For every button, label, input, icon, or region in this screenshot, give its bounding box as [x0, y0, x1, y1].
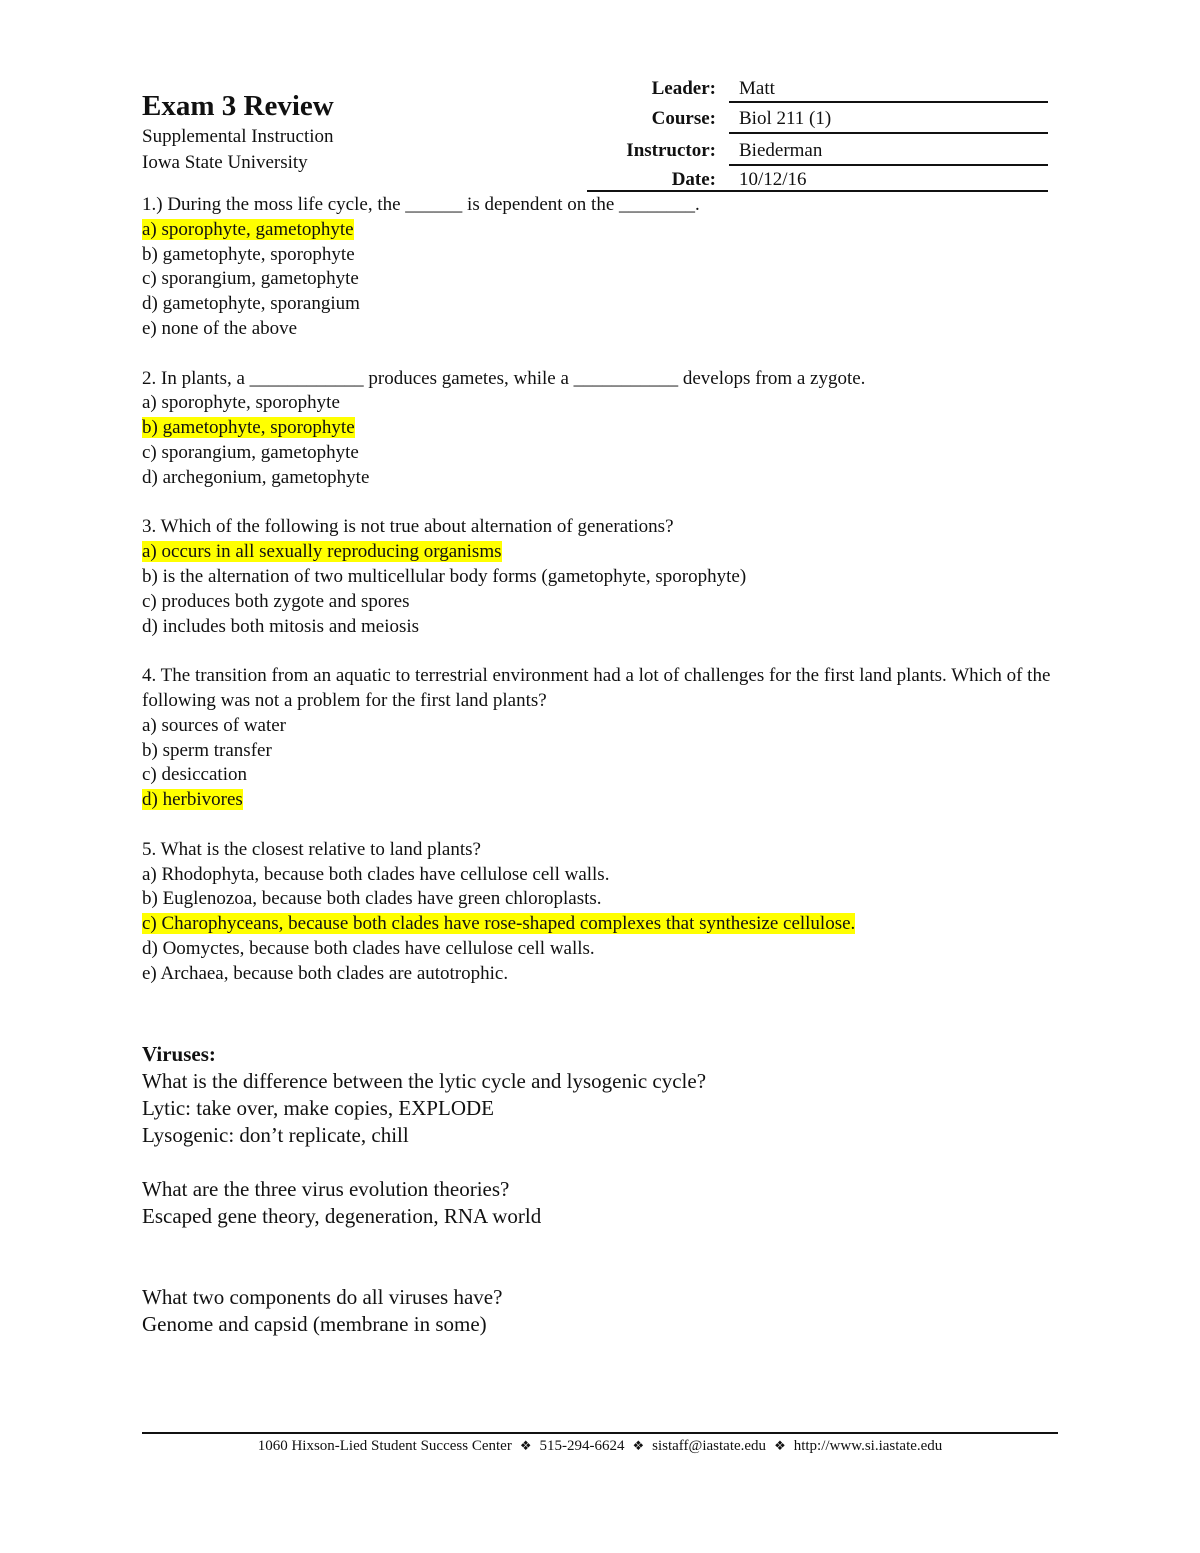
org-line-2: Iowa State University — [142, 152, 308, 173]
date-label: Date: — [671, 169, 716, 190]
leader-label: Leader: — [651, 78, 716, 99]
question-2-option-c: c) sporangium, gametophyte — [142, 441, 359, 463]
viruses-question-1: What is the difference between the lytic cycle and lysogenic cycle? — [142, 1069, 707, 1093]
question-1-stem: 1.) During the moss life cycle, the ______ is dependent on the ________. — [142, 194, 700, 215]
question-5-option-c-correct: c) Charophyceans, because both clades have rose-shaped complexes that synthesize cellulose. — [142, 913, 856, 935]
footer-email-link[interactable]: sistaff@iastate.edu — [652, 1438, 767, 1454]
footer-rule — [142, 1432, 1058, 1434]
question-1-option-a-correct: a) sporophyte, gametophyte — [142, 218, 354, 240]
question-3-stem: 3. Which of the following is not true about alternation of generations? — [142, 516, 674, 538]
org-line-1: Supplemental Instruction — [142, 126, 334, 147]
question-1-option-c: c) sporangium, gametophyte — [142, 268, 359, 290]
question-5-option-e: e) Archaea, because both clades are autotrophic. — [142, 962, 509, 984]
diamond-icon: ❖ — [774, 1439, 786, 1454]
viruses-answer-2: Escaped gene theory, degeneration, RNA world — [142, 1204, 542, 1228]
diamond-icon: ❖ — [632, 1439, 645, 1454]
page-title: Exam 3 Review — [142, 90, 334, 122]
question-3-option-a-correct: a) occurs in all sexually reproducing organisms — [142, 541, 502, 563]
leader-underline — [729, 101, 1048, 103]
course-value: Biol 211 (1) — [739, 108, 832, 129]
question-5-stem: 5. What is the closest relative to land plants? — [142, 838, 481, 860]
question-5-option-a: a) Rhodophyta, because both clades have cellulose cell walls. — [142, 863, 610, 885]
question-2-option-b-correct: b) gametophyte, sporophyte — [142, 417, 355, 439]
viruses-section — [142, 1041, 706, 1338]
question-1-option-d: d) gametophyte, sporangium — [142, 293, 360, 315]
viruses-answer-1-lytic: Lytic: take over, make copies, EXPLODE — [142, 1096, 494, 1120]
question-4-stem: 4. The transition from an aquatic to terrestrial environment had a lot of challenges for the first land plants. Which of the following was not a problem for the first land plants? — [142, 665, 1051, 711]
footer-url-link[interactable]: http://www.si.iastate.edu — [793, 1438, 943, 1454]
question-3-option-b: b) is the alternation of two multicellular body forms (gametophyte, sporophyte) — [142, 565, 747, 587]
question-2-option-a: a) sporophyte, sporophyte — [142, 392, 340, 414]
instructor-value: Biederman — [739, 140, 823, 161]
viruses-question-2: What are the three virus evolution theories? — [142, 1177, 510, 1201]
question-3-option-c: c) produces both zygote and spores — [142, 590, 410, 612]
diamond-icon: ❖ — [519, 1439, 532, 1454]
questions-section — [142, 193, 1062, 987]
header-rule — [587, 190, 1048, 192]
footer-address: 1060 Hixson-Lied Student Success Center — [257, 1438, 512, 1454]
question-4-option-a: a) sources of water — [142, 714, 287, 736]
question-1-option-b: b) gametophyte, sporophyte — [142, 243, 355, 265]
question-4-option-b: b) sperm transfer — [142, 739, 272, 761]
question-5-option-b: b) Euglenozoa, because both clades have green chloroplasts. — [142, 888, 602, 910]
question-4-option-d-correct: d) herbivores — [142, 789, 243, 811]
footer-phone: 515-294-6624 — [539, 1438, 625, 1454]
instructor-underline — [729, 164, 1048, 166]
question-3-option-d: d) includes both mitosis and meiosis — [142, 615, 420, 637]
question-2-option-d: d) archegonium, gametophyte — [142, 466, 370, 488]
course-label: Course: — [651, 108, 716, 129]
viruses-question-3: What two components do all viruses have? — [142, 1285, 503, 1309]
footer — [142, 1437, 1058, 1456]
question-5-option-d: d) Oomyctes, because both clades have cellulose cell walls. — [142, 937, 595, 959]
leader-value: Matt — [739, 78, 775, 99]
viruses-answer-3: Genome and capsid (membrane in some) — [142, 1312, 487, 1336]
question-2-stem: 2. In plants, a ____________ produces gametes, while a ___________ develops from a zygote. — [142, 367, 866, 389]
viruses-heading: Viruses: — [142, 1042, 216, 1066]
instructor-label: Instructor: — [626, 140, 716, 161]
question-4-option-c: c) desiccation — [142, 764, 247, 786]
viruses-answer-1-lysogenic: Lysogenic: don’t replicate, chill — [142, 1123, 409, 1147]
date-value: 10/12/16 — [739, 169, 807, 190]
question-1-option-e: e) none of the above — [142, 317, 298, 339]
course-underline — [729, 132, 1048, 134]
